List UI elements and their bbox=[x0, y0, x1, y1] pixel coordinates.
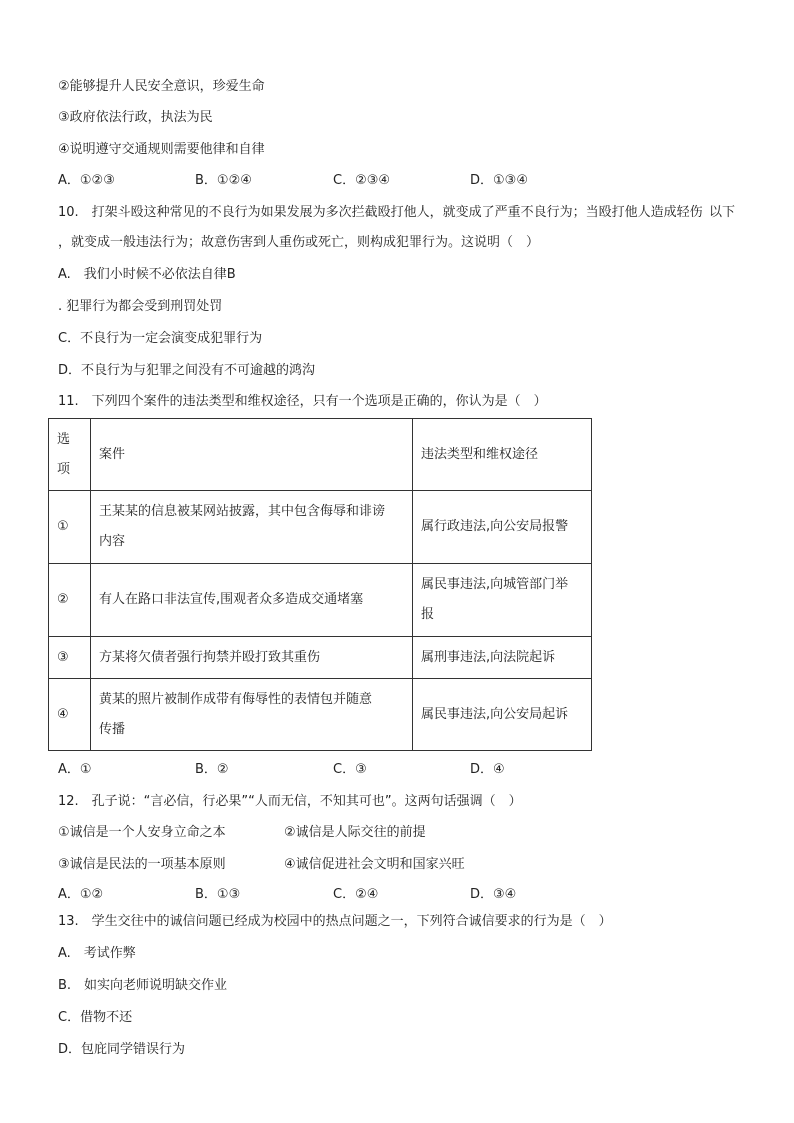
row-number: ① bbox=[49, 491, 91, 564]
row-case: 黄某的照片被制作成带有侮辱性的表情包并随意 传播 bbox=[91, 679, 413, 751]
q10-stem-line-2: ，就变成一般违法行为；故意伤害到人重伤或死亡，则构成犯罪行为。这说明（ ） bbox=[58, 235, 540, 250]
table-row bbox=[49, 679, 592, 751]
option-c: C．②④ bbox=[333, 887, 379, 902]
row-case: 王某某的信息被某网站披露，其中包含侮辱和诽谤 内容 bbox=[91, 491, 413, 564]
statement-1: ①诚信是一个人安身立命之本 bbox=[58, 825, 226, 840]
row-number: ④ bbox=[49, 679, 91, 751]
table-row bbox=[49, 637, 592, 679]
option-b: B．①③ bbox=[195, 887, 241, 902]
option-d: D．④ bbox=[470, 762, 505, 777]
q11-options bbox=[58, 760, 758, 780]
q13-stem: 13. 学生交往中的诚信问题已经成为校园中的热点问题之一，下列符合诚信要求的行为是（ ） bbox=[58, 914, 612, 929]
option-a: A．① bbox=[58, 762, 92, 777]
q12-options bbox=[58, 885, 758, 905]
row-case: 有人在路口非法宣传,围观者众多造成交通堵塞 bbox=[91, 564, 413, 637]
q10-option-c: C．不良行为一定会演变成犯罪行为 bbox=[58, 331, 263, 346]
option-d: D．①③④ bbox=[470, 173, 528, 188]
statement-3: ③政府依法行政，执法为民 bbox=[58, 110, 213, 125]
q12-statements-row-1 bbox=[58, 823, 758, 843]
q10-stem-line-1: 10. 打架斗殴这种常见的不良行为如果发展为多次拦截殴打他人，就变成了严重不良行为；当殴打他人造成轻伤 bbox=[58, 205, 703, 220]
case-table bbox=[48, 418, 592, 751]
row-type: 属行政违法,向公安局报警 bbox=[413, 491, 592, 564]
statement-2: ②能够提升人民安全意识，珍爱生命 bbox=[58, 79, 265, 94]
table-row bbox=[49, 491, 592, 564]
statement-4: ④诚信促进社会文明和国家兴旺 bbox=[284, 857, 465, 872]
q10-stem-line-1-end: 以下 bbox=[709, 205, 736, 220]
q11-stem: 11. 下列四个案件的违法类型和维权途径，只有一个选项是正确的，你认为是（ ） bbox=[58, 394, 547, 409]
option-a: A．①②③ bbox=[58, 173, 115, 188]
table-header-row bbox=[49, 419, 592, 491]
option-b: B．② bbox=[195, 762, 229, 777]
q12-statements-row-2 bbox=[58, 855, 758, 875]
q10-option-d: D．不良行为与犯罪之间没有不可逾越的鸿沟 bbox=[58, 363, 316, 378]
row-case: 方某将欠债者强行拘禁并殴打致其重伤 bbox=[91, 637, 413, 679]
q13-option-b: B. 如实向老师说明缺交作业 bbox=[58, 978, 228, 993]
q9-options bbox=[58, 171, 758, 191]
statement-3: ③诚信是民法的一项基本原则 bbox=[58, 857, 226, 872]
row-type: 属刑事违法,向法院起诉 bbox=[413, 637, 592, 679]
q12-stem: 12. 孔子说：“言必信，行必果”“人而无信，不知其可也”。这两句话强调（ ） bbox=[58, 794, 522, 809]
header-case: 案件 bbox=[91, 419, 413, 491]
option-c: C．③ bbox=[333, 762, 367, 777]
row-number: ② bbox=[49, 564, 91, 637]
option-b: B．①②④ bbox=[195, 173, 252, 188]
option-a: A．①② bbox=[58, 887, 104, 902]
statement-4: ④说明遵守交通规则需要他律和自律 bbox=[58, 142, 265, 157]
q13-option-d: D．包庇同学错误行为 bbox=[58, 1042, 186, 1057]
table-row bbox=[49, 564, 592, 637]
q10-option-b: . 犯罪行为都会受到刑罚处罚 bbox=[58, 299, 223, 314]
row-type: 属民事违法,向城管部门举 报 bbox=[413, 564, 592, 637]
q13-option-c: C．借物不还 bbox=[58, 1010, 133, 1025]
row-number: ③ bbox=[49, 637, 91, 679]
option-c: C．②③④ bbox=[333, 173, 391, 188]
row-type: 属民事违法,向公安局起诉 bbox=[413, 679, 592, 751]
option-d: D．③④ bbox=[470, 887, 517, 902]
q10-option-a: A. 我们小时候不必依法自律B bbox=[58, 267, 236, 282]
header-option: 选 项 bbox=[49, 419, 91, 491]
q13-option-a: A. 考试作弊 bbox=[58, 946, 136, 961]
statement-2: ②诚信是人际交往的前提 bbox=[284, 825, 426, 840]
header-type: 违法类型和维权途径 bbox=[413, 419, 592, 491]
